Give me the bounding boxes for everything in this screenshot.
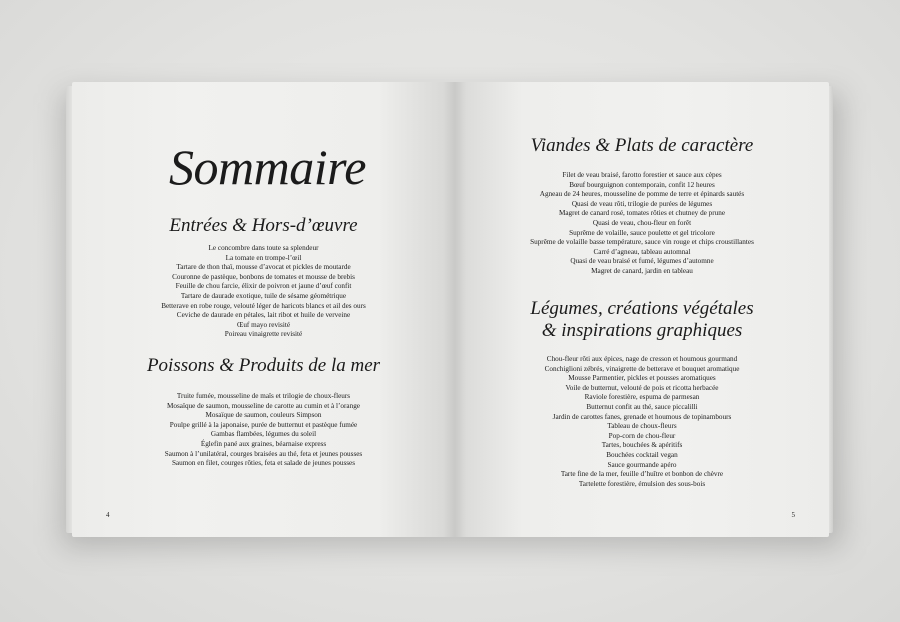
list-item: Truite fumée, mousseline de maïs et trilogie de choux-fleurs xyxy=(176,392,351,400)
section-list-entrees xyxy=(72,244,455,340)
left-page xyxy=(72,82,455,537)
list-item: Jardin de carottes fanes, grenade et houmous de topinambours xyxy=(552,412,732,421)
section-list-legumes xyxy=(455,355,829,489)
list-item: Betterave en robe rouge, velouté léger de haricots blancs et ail des ours xyxy=(161,301,366,310)
list-item: Voile de butternut, velouté de pois et ricotta herbacée xyxy=(565,383,719,392)
list-item: Suprême de volaille, sauce poulette et gel tricolore xyxy=(569,228,715,237)
list-item: Magret de canard, jardin en tableau xyxy=(591,266,693,275)
list-item: Bœuf bourguignon contemporain, confit 12 heures xyxy=(569,180,715,189)
list-item: Mousse Parmentier, pickles et pousses aromatiques xyxy=(568,374,716,383)
list-item: Ceviche de daurade en pétales, lait ribot et huile de verveine xyxy=(176,311,351,320)
list-item: Mosaïque de saumon, mousseline de carotte au cumin et à l’orange xyxy=(166,401,360,410)
page-number-right: 5 xyxy=(791,511,795,519)
list-item: Feuille de chou farcie, élixir de poivron et jaune d’œuf confit xyxy=(175,282,352,291)
section-title-entrees: Entrées & Hors-d’œuvre xyxy=(169,215,358,236)
list-item: Gambas flambées, légumes du soleil xyxy=(210,430,317,439)
list-item: Tarte fine de la mer, feuille d’huître et bonbon de chèvre xyxy=(560,470,724,479)
list-item: Quasi de veau rôti, trilogie de purées de légumes xyxy=(571,199,713,208)
list-item: Tartelette forestière, émulsion des sous-bois xyxy=(578,479,706,488)
section-title-legumes-line2: & inspirations graphiques xyxy=(541,320,743,341)
list-item: Sauce gourmande apéro xyxy=(607,460,677,469)
list-item: Poireau vinaigrette revisité xyxy=(224,330,303,339)
list-item: Le concombre dans toute sa splendeur xyxy=(208,244,319,252)
right-page xyxy=(455,82,829,537)
list-item: Conchiglioni zébrés, vinaigrette de betterave et bouquet aromatique xyxy=(544,364,740,373)
list-item: Bouchées cocktail vegan xyxy=(606,450,678,459)
section-title-viandes: Viandes & Plats de caractère xyxy=(530,135,754,156)
list-item: Saumon à l’unilatéral, courges braisées au thé, feta et jeunes pousses xyxy=(164,449,363,458)
list-item: Mosaïque de saumon, couleurs Simpson xyxy=(205,411,322,420)
list-item: Suprême de volaille basse température, sauce vin rouge et chips croustillantes xyxy=(530,238,754,247)
list-item: Pop-corn de chou-fleur xyxy=(608,431,676,440)
list-item: Saumon en filet, courges rôties, feta et salade de jeunes pousses xyxy=(171,459,356,468)
list-item: Butternut confit au thé, sauce piccalilli xyxy=(586,402,698,411)
list-item: Couronne de pastèque, bonbons de tomates et mousse de brebis xyxy=(172,272,355,281)
section-list-poissons xyxy=(72,392,455,469)
list-item: Agneau de 24 heures, mousseline de pomme de terre et épinards sautés xyxy=(539,190,745,199)
section-title-legumes-line1: Légumes, créations végétales xyxy=(530,298,754,319)
list-item: Tartes, bouchées & apéritifs xyxy=(601,441,683,450)
list-item: Tableau de choux-fleurs xyxy=(607,422,677,431)
list-item: Magret de canard rosé, tomates rôties et chutney de prune xyxy=(558,209,726,218)
list-item: Tartare de daurade exotique, tuile de sésame géométrique xyxy=(180,291,347,300)
list-item: Filet de veau braisé, farotto forestier et sauce aux cèpes xyxy=(562,171,722,179)
list-item: Tartare de thon thaï, mousse d’avocat et pickles de moutarde xyxy=(176,263,351,272)
list-item: La tomate en trompe-l’œil xyxy=(225,253,302,262)
list-item: Poulpe grillé à la japonaise, purée de butternut et pastèque fumée xyxy=(169,420,358,429)
list-item: Églefin pané aux graines, béarnaise express xyxy=(200,439,327,448)
list-item: Œuf mayo revisité xyxy=(236,320,291,329)
list-item: Chou-fleur rôti aux épices, nage de cresson et houmous gourmand xyxy=(546,355,738,363)
section-list-viandes xyxy=(455,171,829,277)
list-item: Carré d’agneau, tableau automnal xyxy=(593,247,691,256)
list-item: Raviole forestière, espuma de parmesan xyxy=(584,393,700,402)
page-title: Sommaire xyxy=(169,139,366,195)
page-number-left: 4 xyxy=(106,511,110,519)
list-item: Quasi de veau, chou-fleur en forêt xyxy=(592,218,692,227)
list-item: Quasi de veau braisé et fumé, légumes d’automne xyxy=(570,257,714,266)
section-title-poissons: Poissons & Produits de la mer xyxy=(146,355,381,376)
